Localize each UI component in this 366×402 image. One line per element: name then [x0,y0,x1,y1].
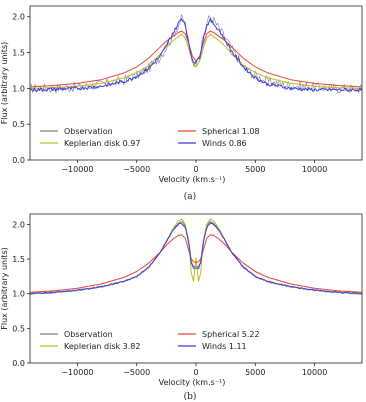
x-tick-label: 10000 [301,368,328,377]
x-tick-label: 5000 [245,368,266,377]
chart-panel-b [0,214,362,402]
series-line-spherical [30,235,362,292]
y-tick-label: 1.0 [12,84,25,94]
y-tick-label: 0.5 [12,324,25,334]
chart-panel-a [0,6,362,202]
series-line-winds [30,19,362,92]
plot-frame [30,214,362,363]
x-axis-label: Velocity (km.s⁻¹) [158,378,226,387]
y-tick-label: 1.5 [12,255,25,265]
legend-label: Keplerian disk 3.82 [64,342,141,351]
x-tick-label: −5000 [123,165,151,174]
legend-label: Keplerian disk 0.97 [64,139,141,148]
x-tick-label: −10000 [61,165,94,174]
y-tick-label: 0.0 [12,156,25,165]
x-tick-label: 0 [193,165,199,174]
y-axis-label: Flux (arbitrary units) [0,247,9,330]
x-axis-label: Velocity (km.s⁻¹) [158,175,226,184]
legend-label: Winds 1.11 [202,342,247,351]
legend-label: Winds 0.86 [202,139,247,148]
series-line-keplerian-disk [30,219,362,294]
legend-label: Spherical 5.22 [202,330,260,339]
x-tick-label: −5000 [123,368,151,377]
series-line-observation [30,15,361,94]
series-group [30,219,362,294]
x-tick-label: 0 [193,368,199,377]
panel-caption: (b) [183,392,197,402]
y-tick-label: 2.0 [12,220,25,230]
legend-label: Observation [64,330,113,339]
y-tick-label: 1.0 [12,289,25,299]
y-axis-label: Flux (arbitrary units) [0,41,9,125]
x-tick-label: 5000 [245,165,266,174]
y-tick-label: 0.5 [12,120,25,130]
legend-label: Observation [64,127,113,136]
legend-label: Spherical 1.08 [202,127,260,136]
x-tick-label: −10000 [61,368,94,377]
y-tick-label: 1.5 [12,48,25,58]
y-tick-label: 2.0 [12,12,25,22]
y-tick-label: 0.0 [12,359,25,368]
series-group [30,15,362,94]
series-line-spherical [30,31,362,87]
x-tick-label: 10000 [301,165,328,174]
panel-caption: (a) [183,192,197,202]
